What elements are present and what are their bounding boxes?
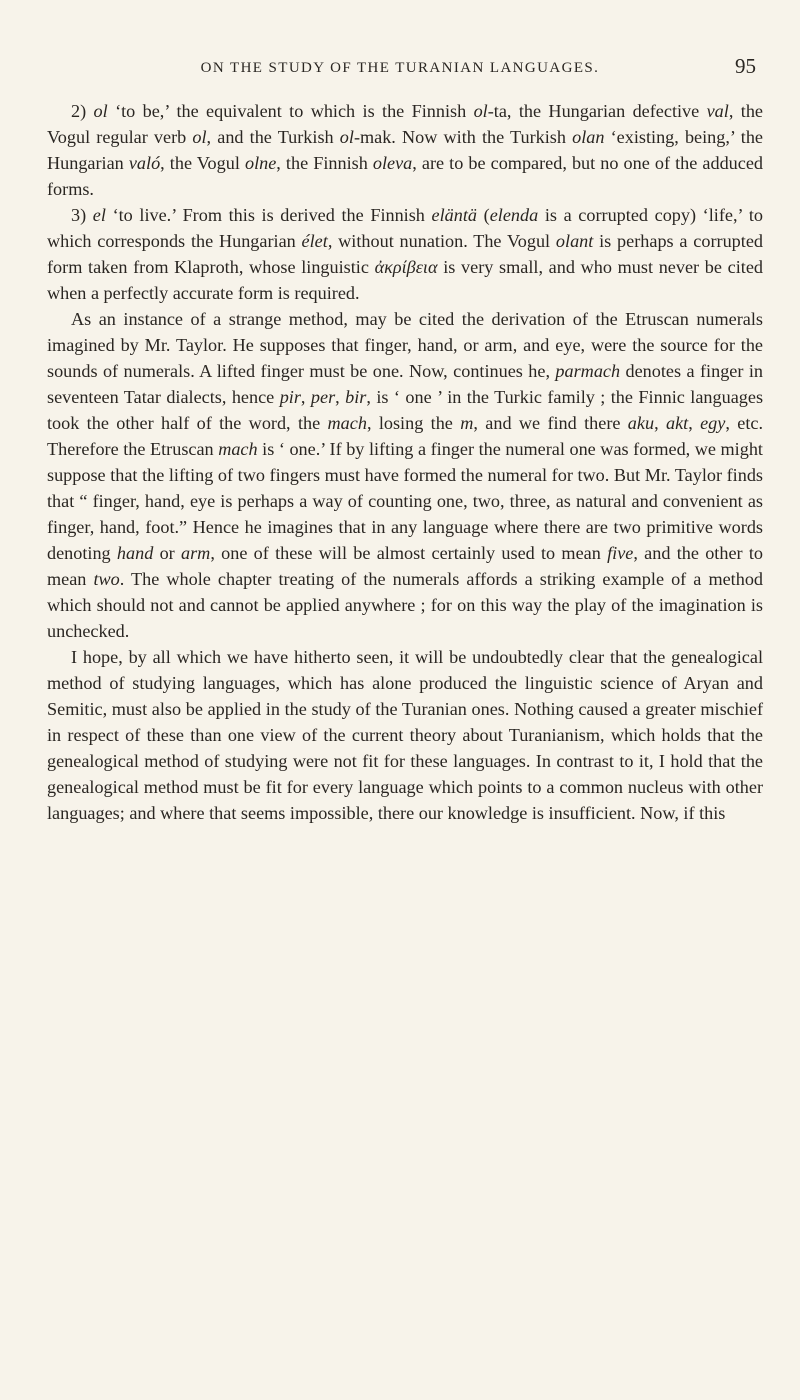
page-number: 95 [735, 54, 756, 78]
italic-term: parmach [555, 361, 621, 381]
text-run: , the Vogul regular verb [47, 101, 763, 147]
italic-term: ol [339, 127, 354, 147]
italic-term: bir [345, 387, 367, 407]
text-run: , is ‘ one ’ in the Turkic family ; the Finnic languages took the other half of the word, the [47, 387, 764, 433]
text-run: , [300, 387, 311, 407]
text-run: ‘existing, being,’ the Hungarian [47, 127, 763, 173]
italic-term: mach [218, 439, 258, 459]
text-run: . The whole chapter treating of the numerals affords a striking example of a method which should not and cannot be applied anywhere ; for on this way the play of the imagination is unchecked. [47, 569, 764, 641]
text-run: ‘to be,’ the equivalent to which is the Finnish [107, 101, 474, 121]
paragraph-etruscan-numerals [47, 306, 763, 644]
italic-term: akt [665, 413, 689, 433]
body-text [47, 98, 763, 826]
text-run: , the Vogul [160, 153, 245, 173]
italic-term: per [310, 387, 336, 407]
text-run: denotes a finger in seventeen Tatar dialects, hence [47, 361, 763, 407]
italic-term: élet [301, 231, 328, 251]
running-title: ON THE STUDY OF THE TURANIAN LANGUAGES. [200, 60, 600, 76]
text-run: As an instance of a strange method, may be cited the derivation of the Etruscan numerals imagined by Mr. Taylor. He supposes that finger, hand, or arm, and eye, were the source for the sounds of numerals. A lifted finger must be one. Now, continues he, [47, 309, 763, 381]
italic-term: val [706, 101, 729, 121]
italic-term: ol [93, 101, 108, 121]
italic-term: m [460, 413, 474, 433]
text-run: -mak. Now with the Turkish [353, 127, 573, 147]
paragraph-genealogical-method [47, 644, 763, 826]
text-run: , [335, 387, 346, 407]
text-run: is very small, and who must never be cited when a perfectly accurate form is required. [47, 257, 763, 303]
paragraph-el-to-live [47, 202, 763, 306]
text-run: , are to be compared, but no one of the adduced forms. [47, 153, 763, 199]
italic-term: ol [192, 127, 207, 147]
text-run: , losing the [366, 413, 461, 433]
italic-term: egy [700, 413, 726, 433]
italic-term: olant [555, 231, 594, 251]
text-run: is ‘ one.’ If by lifting a finger the numeral one was formed, we might suppose that the lifting of two fingers must have formed the numeral for two. But Mr. Taylor finds that “ finger, hand, eye is perhaps a way of counting one, two, three, as natural and convenient as finger, hand, foot.” Hence he imagines that in any language where there are two primitive words denoting [47, 439, 763, 563]
text-run: ‘to live.’ From this is derived the Finnish [105, 205, 432, 225]
italic-term: arm [181, 543, 211, 563]
italic-term: ἀκρίβεια [374, 257, 438, 277]
text-run: , [654, 413, 666, 433]
italic-term: ol [473, 101, 488, 121]
italic-term: olne [244, 153, 277, 173]
italic-term: el [92, 205, 106, 225]
text-run: -ta, the Hungarian defective [487, 101, 707, 121]
text-run: I hope, by all which we have hitherto seen, it will be undoubtedly clear that the genealogical method of studying languages, which has alone produced the linguistic science of Aryan and Semitic, must also be applied in the study of the Turanian ones. Nothing caused a greater mischief in respect of these than one view of the current theory about Turanianism, which holds that the genealogical method of studying were not fit for these languages. In contrast to it, I hold that the genealogical method must be fit for every language which points to a common nucleus with other languages; and where that seems impossible, there our knowledge is insufficient. Now, if this [47, 647, 763, 823]
italic-term: eläntä [431, 205, 478, 225]
text-run: , and the other to mean [47, 543, 763, 589]
italic-term: elenda [489, 205, 539, 225]
italic-term: hand [116, 543, 154, 563]
text-run: , and we find there [473, 413, 628, 433]
italic-term: five [607, 543, 634, 563]
text-run: 3) [71, 205, 93, 225]
text-run: , without nunation. The Vogul [327, 231, 556, 251]
text-run: 2) [71, 101, 94, 121]
italic-term: two [93, 569, 120, 589]
italic-term: oleva [372, 153, 413, 173]
italic-term: való [128, 153, 161, 173]
italic-term: mach [327, 413, 367, 433]
italic-term: olan [572, 127, 605, 147]
italic-term: aku [627, 413, 655, 433]
text-run: , the Finnish [276, 153, 373, 173]
text-run: , and the Turkish [206, 127, 340, 147]
paragraph-ol-to-be [47, 98, 763, 202]
text-run: ( [477, 205, 490, 225]
text-run: , etc. Therefore the Etruscan [47, 413, 764, 459]
text-run: , one of these will be almost certainly used to mean [210, 543, 608, 563]
text-run: , [688, 413, 701, 433]
text-run: is perhaps a corrupted form taken from Klaproth, whose linguistic [47, 231, 763, 277]
text-run: or [153, 543, 181, 563]
text-run: is a corrupted copy) ‘life,’ to which corresponds the Hungarian [47, 205, 764, 251]
running-head [0, 52, 800, 76]
italic-term: pir [279, 387, 301, 407]
